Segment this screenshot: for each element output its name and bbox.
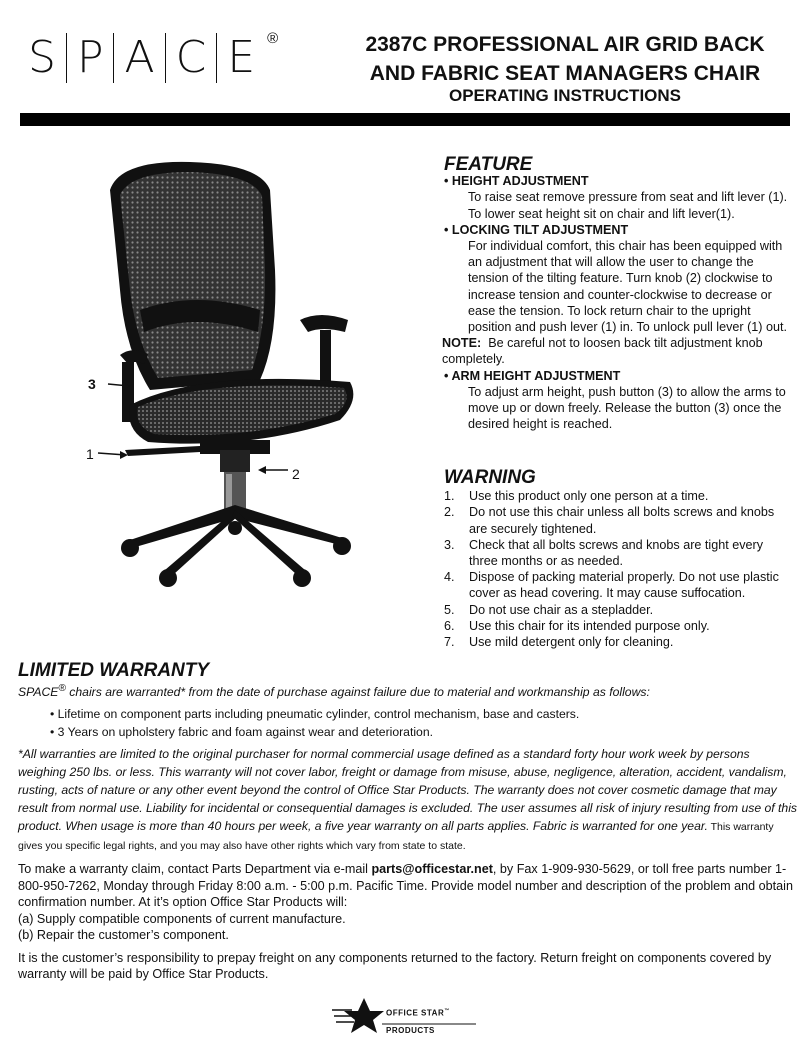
- warranty-section: [18, 662, 798, 983]
- warranty-intro: [18, 680, 798, 701]
- note-body: Be careful not to loosen back tilt adjustment knob completely.: [442, 336, 763, 367]
- logo-text: [386, 1008, 450, 1018]
- callout-2: 2: [292, 466, 300, 482]
- intro-text: chairs are warranted* from the date of purchase against failure due to material and workmanship as follows:: [65, 685, 650, 700]
- item-number: 2.: [444, 505, 455, 520]
- item-number: 6.: [444, 618, 455, 633]
- warranty-claim: [18, 861, 798, 911]
- freight-policy: It is the customer’s responsibility to prepay freight on any components returned to the factory. Return freight on components covered by warranty will be paid by Office Star Products.: [18, 950, 772, 982]
- arm-adjustment-title: • ARM HEIGHT ADJUSTMENT: [444, 368, 621, 383]
- title-line: 2387C PROFESSIONAL AIR GRID BACK: [365, 33, 765, 56]
- note: [442, 335, 794, 367]
- item-text: Use this product only one person at a time.: [469, 489, 709, 504]
- item-number: 1.: [444, 489, 455, 504]
- registered-mark: ®: [267, 29, 279, 47]
- fine-text: *All warranties are limited to the original purchaser for normal commercial usage defined as a standard forty hour work week by persons weighing 250 lbs. or less. This warranty will not cover labor, freight or damage from misuse, abuse, negligence, alteration, accident, vandalism, rusting, acts of nature or any other event beyond the control of Office Star Products. The warranty does not cover cosmetic damage that may result from normal use. Liability for incidental or consequential damages is excluded. The user assumes all risk of injury resulting from use of this product. When usage is more than 40 hours per week, a five year warranty on all parts applies. Fabric is warranted for one year.: [18, 747, 798, 834]
- tm-mark: ™: [444, 1008, 450, 1014]
- space-logo: [18, 30, 278, 86]
- height-adjustment-title: • HEIGHT ADJUSTMENT: [444, 174, 589, 189]
- warranty-heading: LIMITED WARRANTY: [18, 660, 210, 681]
- item-number: 3.: [444, 537, 455, 552]
- logo-letter: A: [124, 32, 155, 83]
- header-rule: [20, 113, 790, 126]
- list-item: [444, 602, 794, 618]
- note-label: NOTE:: [442, 336, 482, 351]
- warranty-bullet-lifetime: • Lifetime on component parts including pneumatic cylinder, control mechanism, base and casters.: [50, 707, 580, 722]
- claim-text: , by Fax 1-909-930-5629, or toll free parts number 1-800-950-7262, Monday through Friday 8:00 a.m. - 5:00 p.m. Pacific Time. Provide model number and description of the problem and obtain confirmation number. At it’s option Office Star Products will:: [18, 862, 793, 910]
- warning-list: [444, 488, 794, 650]
- registered-mark: ®: [58, 683, 66, 694]
- option-b: (b) Repair the customer’s component.: [18, 928, 229, 943]
- claim-text: To make a warranty claim, contact Parts Department via e-mail: [18, 862, 372, 877]
- item-text: Check that all bolts screws and knobs are tight every three months or as needed.: [469, 537, 763, 569]
- chair-illustration: [70, 150, 360, 590]
- title-line: AND FABRIC SEAT MANAGERS CHAIR: [369, 62, 761, 85]
- item-number: 5.: [444, 602, 455, 617]
- logo-letter: S: [28, 32, 56, 83]
- fine-tail: This warranty gives you specific legal rights, and you may also have other rights which vary from state to state.: [18, 821, 774, 853]
- feature-heading: FEATURE: [444, 154, 533, 175]
- list-item: [444, 488, 794, 504]
- option-a: (a) Supply compatible components of current manufacture.: [18, 911, 346, 926]
- tilt-adjustment-body: For individual comfort, this chair has been equipped with an adjustment that will allow the user to change the tension of the tilting feature. Turn knob (2) clockwise to increase tension and counter-clockwise to decrease or ease the tension. To lock return chair to the upright position and push lever (1) in. To unlock pull lever (1) out.: [468, 239, 787, 335]
- warning-section: [444, 467, 794, 650]
- email-link[interactable]: parts@officestar.net: [371, 862, 493, 877]
- list-item: [444, 569, 794, 601]
- arm-adjustment-body: To adjust arm height, push button (3) to allow the arms to move up or down freely. Release the button (3) once the desired height is reached.: [468, 384, 786, 432]
- document-title: [330, 30, 800, 88]
- item-text: Use mild detergent only for cleaning.: [469, 635, 674, 650]
- warranty-bullet-upholstery: • 3 Years on upholstery fabric and foam against wear and deterioration.: [50, 725, 433, 740]
- item-text: Use this chair for its intended purpose only.: [469, 618, 710, 633]
- item-text: Do not use chair as a stepladder.: [469, 602, 654, 617]
- logo-letter: E: [227, 32, 256, 83]
- list-item: [444, 634, 794, 650]
- list-item: [444, 618, 794, 634]
- logo-letter: P: [76, 32, 104, 83]
- list-item: [444, 537, 794, 569]
- callout-3: 3: [88, 376, 96, 392]
- brand-name: SPACE: [18, 685, 59, 700]
- document-subtitle: OPERATING INSTRUCTIONS: [448, 86, 682, 105]
- item-number: 4.: [444, 570, 455, 585]
- item-number: 7.: [444, 635, 455, 650]
- logo-letter: C: [175, 32, 207, 83]
- office-star-logo: [332, 996, 482, 1036]
- item-text: Do not use this chair unless all bolts screws and knobs are securely tightened.: [469, 505, 775, 536]
- logo-line: OFFICE STAR: [386, 1008, 445, 1018]
- warranty-fine-print: [18, 745, 798, 855]
- logo-subtext: PRODUCTS: [386, 1026, 435, 1035]
- tilt-adjustment-title: • LOCKING TILT ADJUSTMENT: [444, 222, 629, 237]
- height-adjustment-body: To raise seat remove pressure from seat and lift lever (1). To lower seat height sit on chair and lift lever(1).: [468, 190, 788, 221]
- warning-heading: WARNING: [444, 467, 536, 488]
- list-item: [444, 504, 794, 536]
- item-text: Dispose of packing material properly. Do not use plastic cover as head covering. It may cause suffocation.: [469, 570, 779, 601]
- feature-section: [442, 154, 794, 432]
- callout-1: 1: [86, 446, 94, 462]
